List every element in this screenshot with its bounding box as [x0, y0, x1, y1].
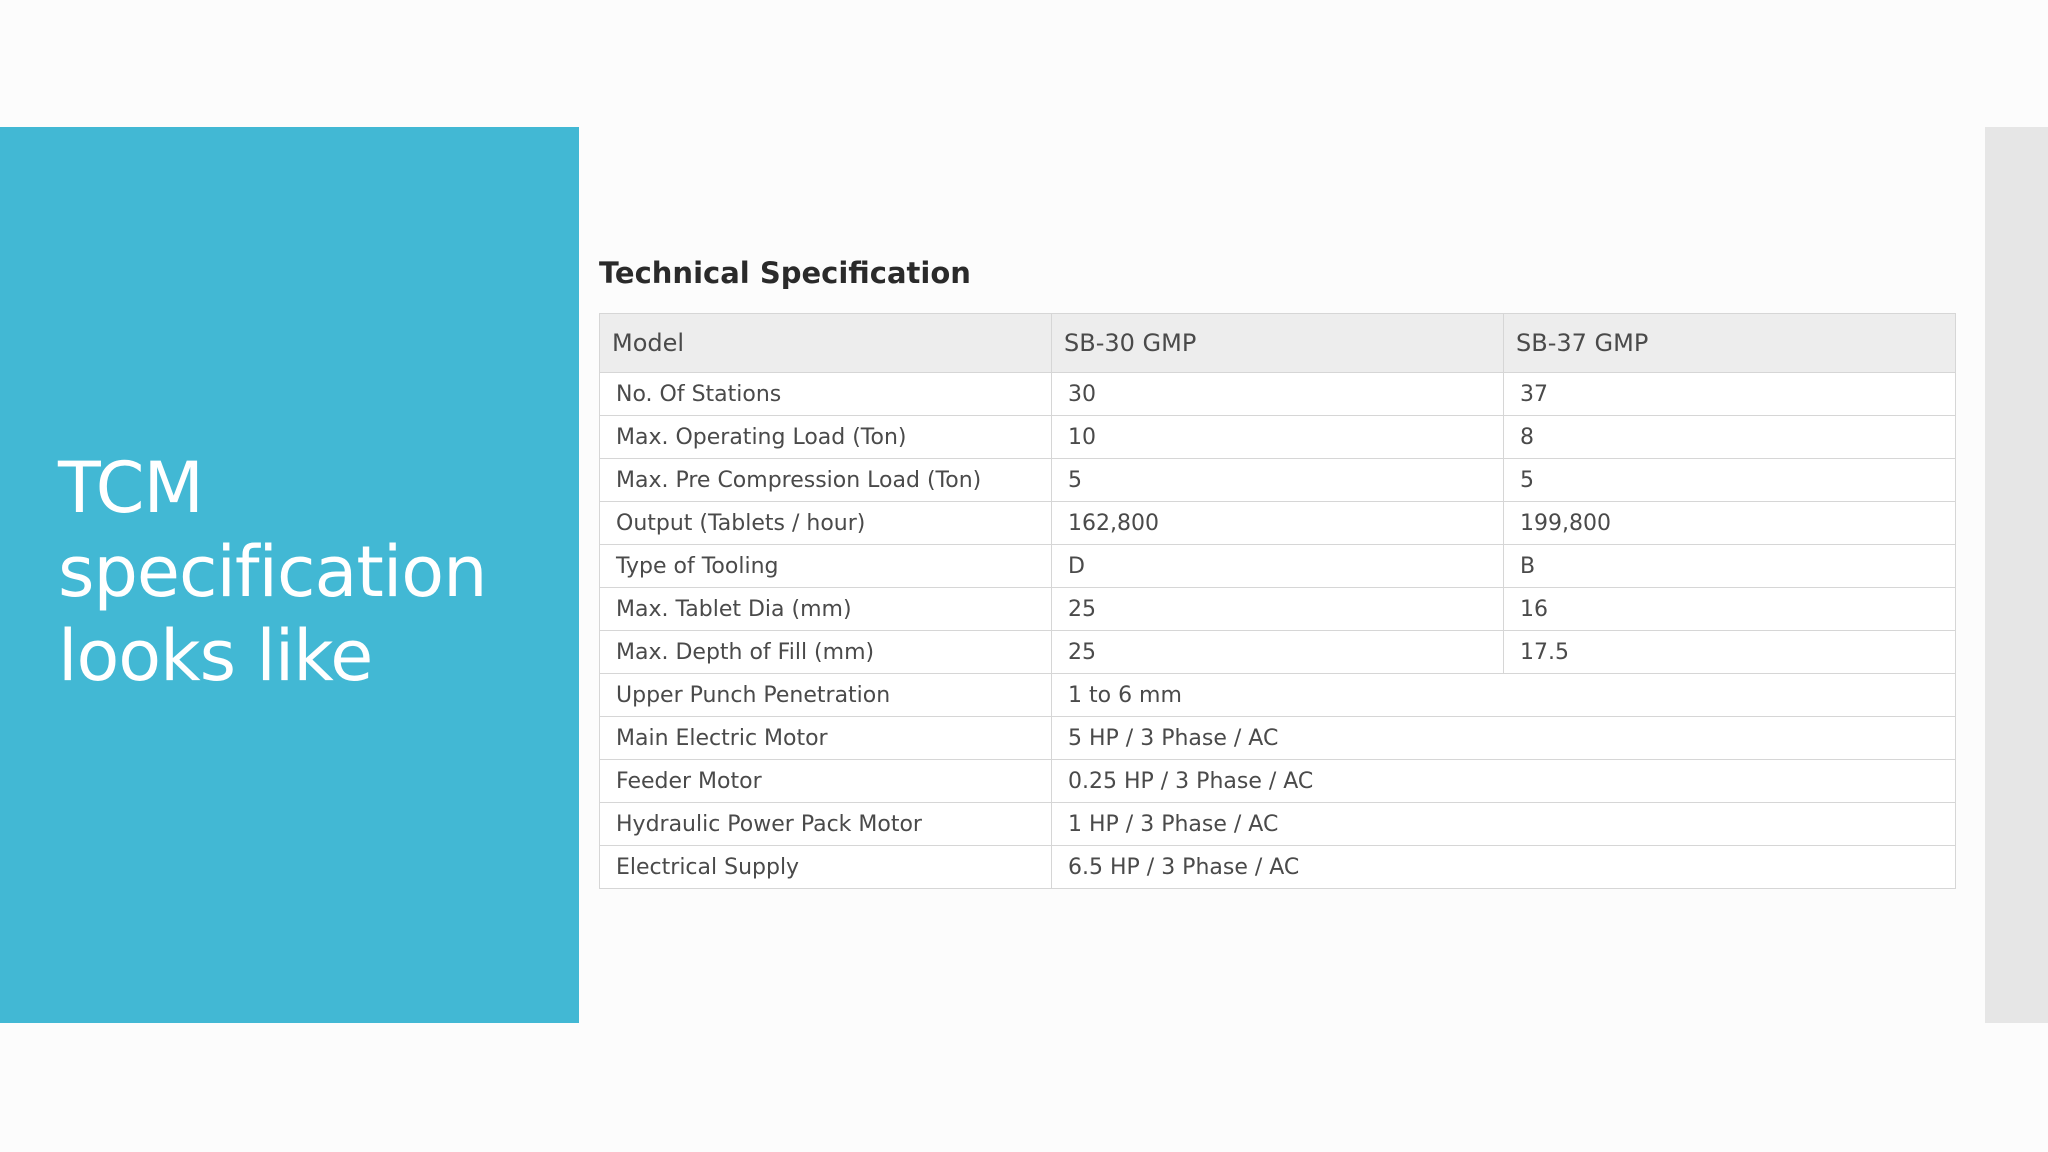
row-label: Output (Tablets / hour) [600, 502, 1052, 545]
row-label: Main Electric Motor [600, 717, 1052, 760]
column-header-model: Model [600, 314, 1052, 373]
cell-sb37: 8 [1504, 416, 1956, 459]
table-row [600, 373, 1956, 416]
cell-shared: 1 HP / 3 Phase / AC [1052, 803, 1956, 846]
cell-sb37: 199,800 [1504, 502, 1956, 545]
table-row [600, 588, 1956, 631]
right-edge-strip [1985, 127, 2048, 1023]
cell-sb37: 37 [1504, 373, 1956, 416]
cell-sb37: 17.5 [1504, 631, 1956, 674]
row-label: Electrical Supply [600, 846, 1052, 889]
table-row [600, 717, 1956, 760]
table-header-row [600, 314, 1956, 373]
column-header-sb30: SB-30 GMP [1052, 314, 1504, 373]
row-label: Hydraulic Power Pack Motor [600, 803, 1052, 846]
cell-shared: 0.25 HP / 3 Phase / AC [1052, 760, 1956, 803]
cell-sb30: D [1052, 545, 1504, 588]
slide-title-line: looks like [58, 615, 373, 697]
cell-sb30: 162,800 [1052, 502, 1504, 545]
row-label: Max. Operating Load (Ton) [600, 416, 1052, 459]
cell-sb30: 10 [1052, 416, 1504, 459]
table-row [600, 416, 1956, 459]
cell-shared: 1 to 6 mm [1052, 674, 1956, 717]
row-label: Feeder Motor [600, 760, 1052, 803]
cell-sb37: 16 [1504, 588, 1956, 631]
slide-title-line: TCM [58, 447, 203, 529]
spec-table [599, 313, 1956, 889]
cell-sb30: 30 [1052, 373, 1504, 416]
row-label: Max. Pre Compression Load (Ton) [600, 459, 1052, 502]
table-row [600, 502, 1956, 545]
cell-shared: 6.5 HP / 3 Phase / AC [1052, 846, 1956, 889]
table-row [600, 459, 1956, 502]
row-label: No. Of Stations [600, 373, 1052, 416]
column-header-sb37: SB-37 GMP [1504, 314, 1956, 373]
spec-heading: Technical Specification [599, 256, 971, 290]
slide-title [58, 446, 558, 698]
row-label: Upper Punch Penetration [600, 674, 1052, 717]
row-label: Type of Tooling [600, 545, 1052, 588]
cell-sb30: 25 [1052, 588, 1504, 631]
row-label: Max. Tablet Dia (mm) [600, 588, 1052, 631]
table-row [600, 760, 1956, 803]
table-row [600, 674, 1956, 717]
slide-title-line: specification [58, 531, 487, 613]
cell-shared: 5 HP / 3 Phase / AC [1052, 717, 1956, 760]
cell-sb37: 5 [1504, 459, 1956, 502]
table-row [600, 846, 1956, 889]
table-row [600, 803, 1956, 846]
cell-sb37: B [1504, 545, 1956, 588]
table-row [600, 631, 1956, 674]
cell-sb30: 25 [1052, 631, 1504, 674]
row-label: Max. Depth of Fill (mm) [600, 631, 1052, 674]
table-row [600, 545, 1956, 588]
cell-sb30: 5 [1052, 459, 1504, 502]
